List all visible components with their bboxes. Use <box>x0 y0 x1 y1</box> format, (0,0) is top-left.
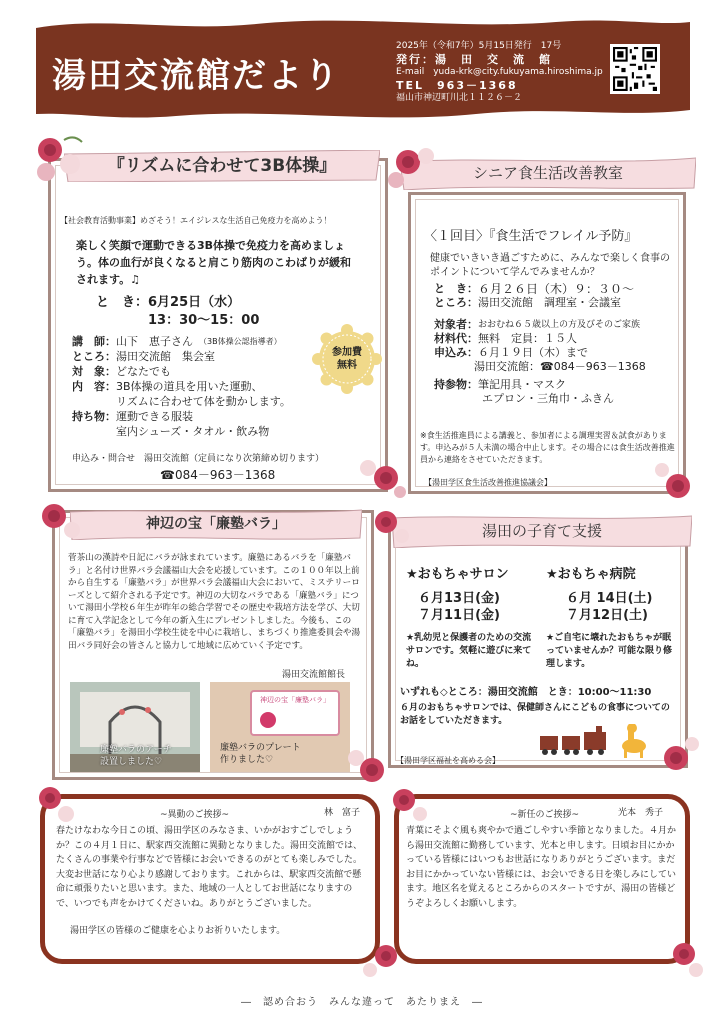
rose-icon <box>258 710 278 730</box>
toy-hospital <box>546 566 680 671</box>
childcare-heading-banner <box>392 514 692 546</box>
senior-intro: 健康でいきいき過ごすために、みんなで楽しく食事のポイントについて学んでみませんか？ <box>430 253 670 278</box>
rhythm-instructor: 山下 恵子さん <box>116 335 193 348</box>
rose-decoration-icon <box>650 456 704 512</box>
rhythm-apply: 申込み・問合せ 湯田交流館（定員になり次第締め切ります） <box>72 454 325 464</box>
rose-plate-caption-2: 作りました♡ <box>220 755 274 765</box>
senior-note: ※食生活推進員による講義と、参加者による調理実習＆試食があります。申込みが５人未満の場合中止します。その場合には食生活改善推進員から連絡をさせていただきます。 <box>420 431 675 464</box>
rhythm-target: どなたでも <box>116 365 171 378</box>
rose-plate-photo <box>210 682 350 772</box>
rose-decoration-icon <box>352 448 412 504</box>
rose-decoration-icon <box>30 494 90 550</box>
childcare-where-when: いずれも◇ところ：湯田交流館 とき：10:00～11:30 <box>400 687 652 698</box>
farewell-body: 春たけなわな今日この頃、湯田学区のみなさま、いかがおすごしでしょうか？この４月１日に、駅家西交流館に異動となりました。湯田交流館では、たくさんの事業や行事などで皆様にお会いできるのがとても楽しみでした。大変お世話になり心より感謝しております。これからは、駅家西交流館で懸命に頑張りたいと思います。また、地域の一人としてお世話になりますので、いつでも声をかけてくださいね。ありがとうございました。 <box>56 826 363 909</box>
rose-decoration-icon <box>656 928 710 982</box>
rhythm-apply-tel: ☎084－963－1368 <box>160 468 276 482</box>
email[interactable]: E-mail yuda-krk@city.fukuyama.hiroshima.jp <box>396 67 603 77</box>
rhythm-heading: 『リズムに合わせて3B体操』 <box>107 156 337 176</box>
publisher: 発行：湯 田 交 流 館 <box>396 53 552 66</box>
senior-place: 湯田交流館 調理室・会議室 <box>478 296 621 309</box>
issue-date: 2025年（令和7年）5月15日発行 17号 <box>396 41 562 51</box>
qr-code-icon <box>613 47 657 91</box>
rose-decoration-icon <box>30 130 94 194</box>
footer-motto: ― 認め合おう みんな違って あたりまえ ― <box>241 997 483 1008</box>
rose-decoration-icon <box>364 500 414 550</box>
rhythm-project-note: 【社会教育活動事業】めざそう！エイジレスな生活自己免疫力を高めよう！ <box>60 216 332 225</box>
rhythm-date-block: と き： 6月25日（水） 13：30～15：00 <box>96 295 260 328</box>
qr-code[interactable] <box>610 44 660 94</box>
senior-apply-tel: 湯田交流館：☎084－963－1368 <box>474 360 646 373</box>
toy-hospital-title: ★おもちゃ病院 <box>546 567 636 582</box>
fee-badge-value: 無料 <box>337 360 357 371</box>
senior-details: と き： ６月２６日（木）９：３０～ ところ： 湯田交流館 調理室・会議室 対象者： おおむね６５歳以上の方及びそのご家族 材料代： 無料 定員：１５人 申込み： ６月１９日（木）まで 湯田交流館：☎084－963－1368 持参物： 筆記用具・マスク エプロン・三角巾・ふきん <box>434 282 682 406</box>
senior-fee: 無料 定員：１５人 <box>478 332 577 345</box>
senior-items-2: エプロン・三角巾・ふきん <box>482 392 614 405</box>
rhythm-items-2: 室内シューズ・タオル・飲み物 <box>116 425 270 438</box>
rose-heading: 神辺の宝「廉塾バラ」 <box>146 516 286 532</box>
childcare-heading: 湯田の子育て支援 <box>481 522 602 540</box>
farewell-heading: ~異動のご挨拶~ <box>160 810 230 820</box>
rhythm-content-1: 3B体操の道具を用いた運動、 <box>116 380 263 393</box>
childcare-org: 【湯田学区福祉を高める会】 <box>396 756 500 765</box>
rose-decoration-icon <box>380 776 434 830</box>
farewell-name: 林 富子 <box>324 808 361 818</box>
rhythm-time: 13：30～15：00 <box>148 313 260 328</box>
toy-salon <box>406 566 536 671</box>
toy-hospital-date-2: ７月12日(土) <box>566 608 648 623</box>
rhythm-content-2: リズムに合わせて体を動かします。 <box>116 395 291 408</box>
fee-badge-label: 参加費 <box>332 347 362 358</box>
senior-date: ６月２６日（木）９：３０～ <box>478 282 635 296</box>
rose-decoration-icon <box>356 930 412 984</box>
rhythm-place: 湯田交流館 集会室 <box>116 350 215 363</box>
rose-body: 菅茶山の漢詩や日記にバラが詠まれています。廉塾にあるバラを「廉塾バラ」と名付け世界バラ会議福山大会を応援しています。この１００年以上前から自生する「廉塾バラ」が世界バラ会議福山大会において、ミステリーローズとして紹介される予定です。神辺の大切なバラである「廉塾バラ」について湯田小学校６年生が昨年の総合学習でその歴史や栽培方法を学び、大切に育て入学記念として今年の新入生にプレゼントしました。今後も、この「廉塾バラ」を湯田小学校生徒を中心に栽培し、まちづくり推進委員会や湯田バラ同好会の皆さんと協力して地域に広めていく予定です。 <box>68 553 361 651</box>
rhythm-details: 講 師： 山下 恵子さん （3B体操公認指導者） ところ： 湯田交流館 集会室 対 象： どなたでも 内 容： 3B体操の道具を用いた運動、 リズムに合わせて体を動かします。 持ち物： 運動できる服装 室内シューズ・タオル・飲み物 <box>72 334 332 439</box>
rose-heading-banner <box>70 508 362 540</box>
senior-heading: シニア食生活改善教室 <box>472 164 623 182</box>
senior-target: おおむね６５歳以上の方及びそのご家族 <box>478 320 641 330</box>
toy-salon-date-1: ６月13日(金) <box>418 591 500 606</box>
toy-hospital-date-1: ６月 14日(土) <box>566 591 653 606</box>
farewell-closing: 湯田学区の皆様のご健康を心よりお祈りいたします。 <box>70 926 286 936</box>
rose-arch-photo <box>70 682 200 772</box>
rose-arch-caption-2: 設置しました♡ <box>100 757 163 767</box>
rhythm-items-1: 運動できる服装 <box>116 410 193 423</box>
senior-apply: ６月１９日（木）まで <box>478 346 588 359</box>
rhythm-heading-banner <box>64 150 380 182</box>
rose-arch-caption-1: 廉塾バラのアーチ <box>100 745 172 755</box>
toy-salon-date-2: ７月11日(金) <box>418 608 500 623</box>
greeting-heading: ~新任のご挨拶~ <box>510 810 580 820</box>
rose-sign: 湯田交流館館長 <box>282 670 346 680</box>
masthead <box>36 14 690 122</box>
rose-decoration-icon <box>648 730 704 786</box>
rose-decoration-icon <box>28 776 84 832</box>
toy-salon-desc: ★乳幼児と保護者のための交流サロンです。気軽に遊びに来てね。 <box>406 633 532 669</box>
telephone: TEL 963－1368 <box>396 79 518 92</box>
senior-items-1: 筆記用具・マスク <box>478 378 566 391</box>
greeting-body: 青葉にそよぐ風も爽やかで過ごしやすい季節となりました。４月から湯田交流館に勤務しています、光本と申します。日頃お目にかかっている皆様にはいつもお世話になりありがとうございます。まだお目にかかっていない皆様には、お会いできる日を楽しみにしています。地区名を覚えるところからのスタートですが、湯田の皆様どうぞよろしくお願いします。 <box>406 826 677 909</box>
rhythm-date: 6月25日（水） <box>148 295 241 310</box>
plate-title: 神辺の宝「廉塾バラ」 <box>260 696 330 704</box>
toy-train-icon <box>540 724 660 760</box>
childcare-note: ６月のおもちゃサロンでは、保健師さんにこどもの食事についてのお話をしていただきます。 <box>400 703 670 726</box>
address: 福山市神辺町川北１１２６－２ <box>396 93 523 103</box>
toy-hospital-desc: ★ご自宅に壊れたおもちゃが眠っていませんか？可能な限り修理します。 <box>546 633 673 669</box>
toy-salon-title: ★おもちゃサロン <box>406 567 509 582</box>
rose-plate-caption-1: 廉塾バラのプレート <box>220 743 301 753</box>
publisher-info <box>396 40 603 105</box>
greeting-name: 光本 秀子 <box>618 808 664 818</box>
newsletter-title: 湯田交流館だより <box>52 56 340 96</box>
fee-badge <box>312 324 382 394</box>
rose-decoration-icon <box>386 140 450 196</box>
senior-org: 【湯田学区食生活改善推進協議会】 <box>424 478 552 487</box>
senior-subtitle: 〈１回目〉『食生活でフレイル予防』 <box>424 229 638 244</box>
rhythm-intro: 楽しく笑顔で運動できる3B体操で免疫力を高めましょう。体の血行が良くなると肩こり筋肉のこわばりが緩和されます。♫ <box>76 239 351 286</box>
